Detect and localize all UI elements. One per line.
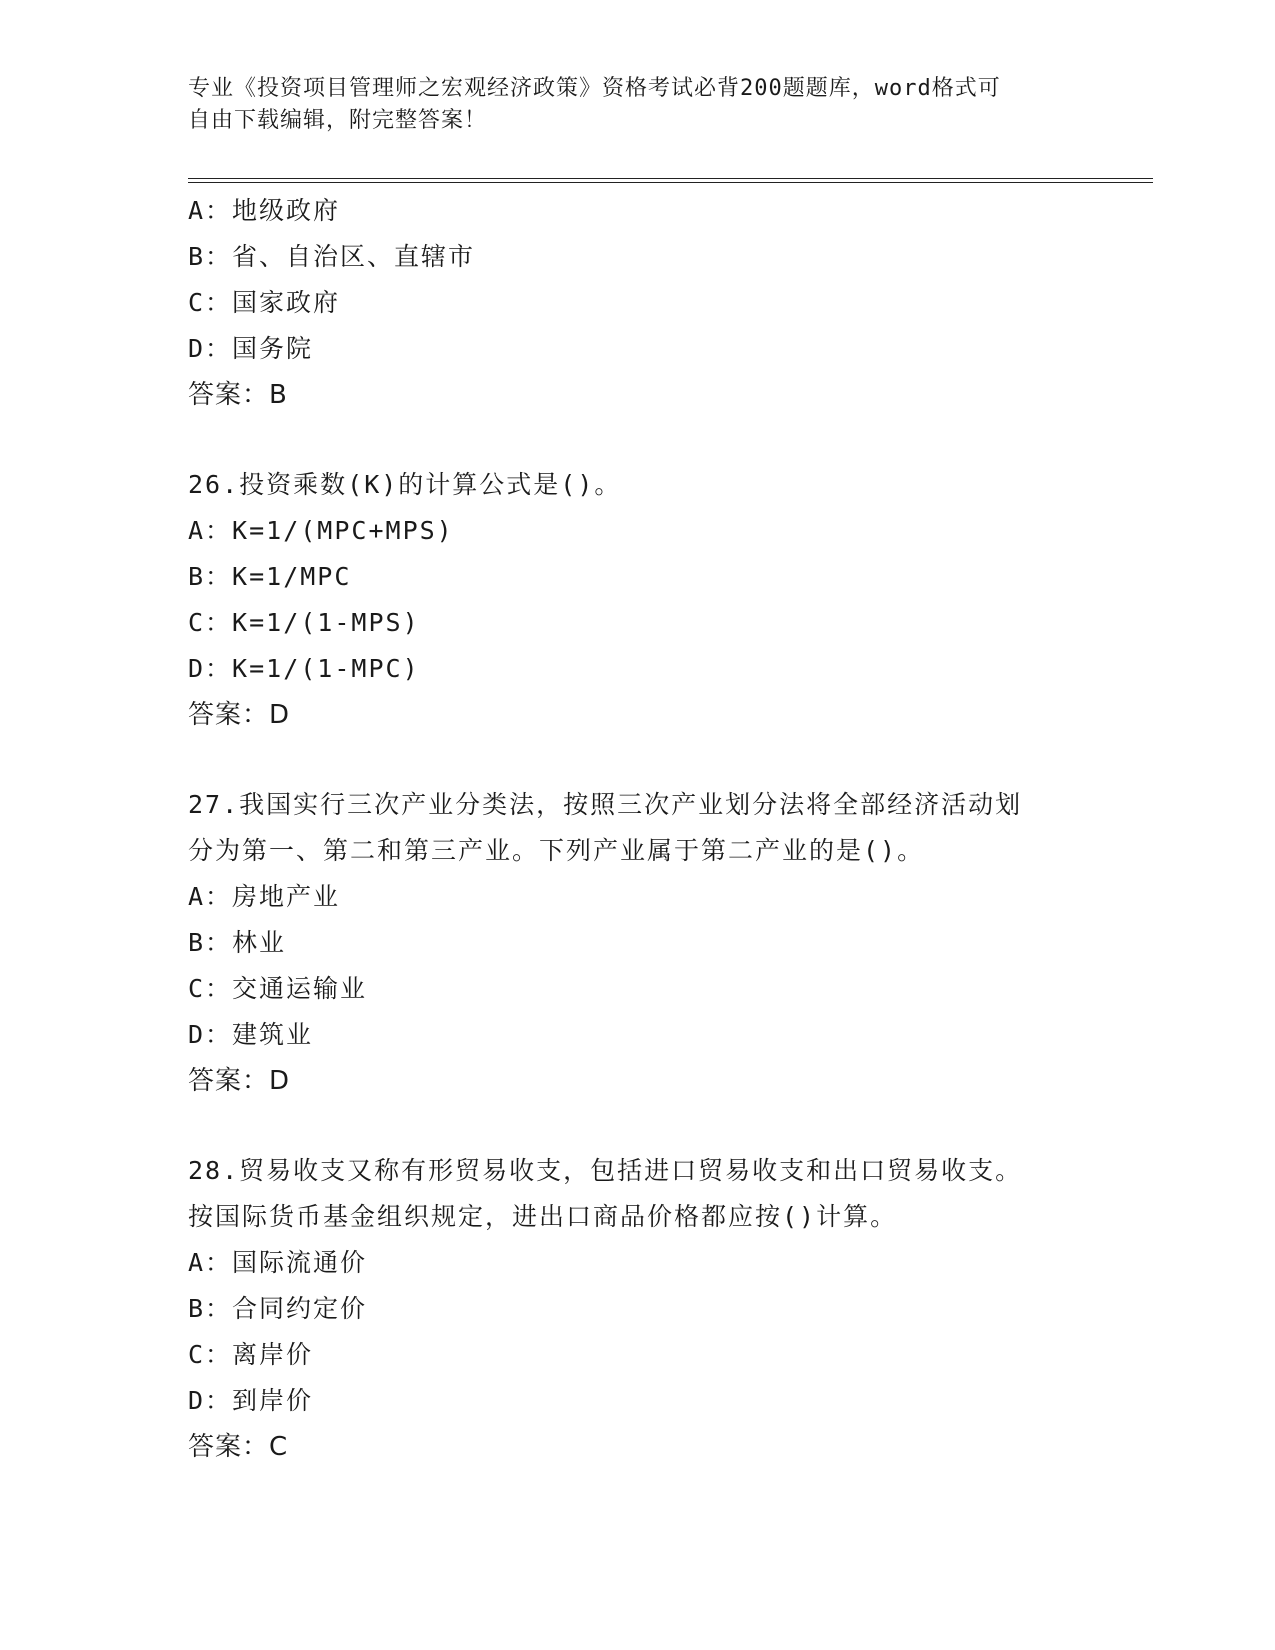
option-b: B：K=1/MPC: [188, 562, 352, 591]
option-a: A：国际流通价: [188, 1248, 368, 1277]
answer-label: 答案：D: [188, 700, 291, 730]
option-d: D：建筑业: [188, 1020, 314, 1049]
question-stem: 28.贸易收支又称有形贸易收支，包括进口贸易收支和出口贸易收支。: [188, 1156, 1023, 1185]
question-list: [188, 188, 1088, 1470]
option-c: C：离岸价: [188, 1340, 314, 1369]
option-d: D：K=1/(1-MPC): [188, 654, 420, 683]
option-d: D：国务院: [188, 334, 314, 363]
answer-label: 答案：D: [188, 1066, 291, 1096]
option-c: C：交通运输业: [188, 974, 368, 1003]
question-stem: 26.投资乘数(K)的计算公式是()。: [188, 470, 622, 499]
question-27: [188, 782, 1088, 1104]
header-line-1: 专业《投资项目管理师之宏观经济政策》资格考试必背200题题库，word格式可: [188, 76, 1001, 101]
option-d: D：到岸价: [188, 1386, 314, 1415]
option-b: B：合同约定价: [188, 1294, 368, 1323]
question-stem-continued: 按国际货币基金组织规定，进出口商品价格都应按()计算。: [188, 1202, 898, 1231]
document-header: [188, 73, 1088, 137]
option-c: C：K=1/(1-MPS): [188, 608, 420, 637]
question-25-continued: [188, 188, 1088, 418]
option-a: A：房地产业: [188, 882, 341, 911]
option-a: A：K=1/(MPC+MPS): [188, 516, 454, 545]
option-c: C：国家政府: [188, 288, 341, 317]
question-26: [188, 462, 1088, 738]
option-b: B：省、自治区、直辖市: [188, 242, 476, 271]
option-b: B：林业: [188, 928, 287, 957]
header-line-2: 自由下载编辑，附完整答案！: [188, 108, 488, 133]
question-28: [188, 1148, 1088, 1470]
question-stem: 27.我国实行三次产业分类法，按照三次产业划分法将全部经济活动划: [188, 790, 1023, 819]
header-double-rule: [188, 178, 1153, 183]
answer-label: 答案：C: [188, 1432, 289, 1462]
answer-label: 答案：B: [188, 380, 288, 410]
question-stem-continued: 分为第一、第二和第三产业。下列产业属于第二产业的是()。: [188, 836, 925, 865]
option-a: A：地级政府: [188, 196, 341, 225]
